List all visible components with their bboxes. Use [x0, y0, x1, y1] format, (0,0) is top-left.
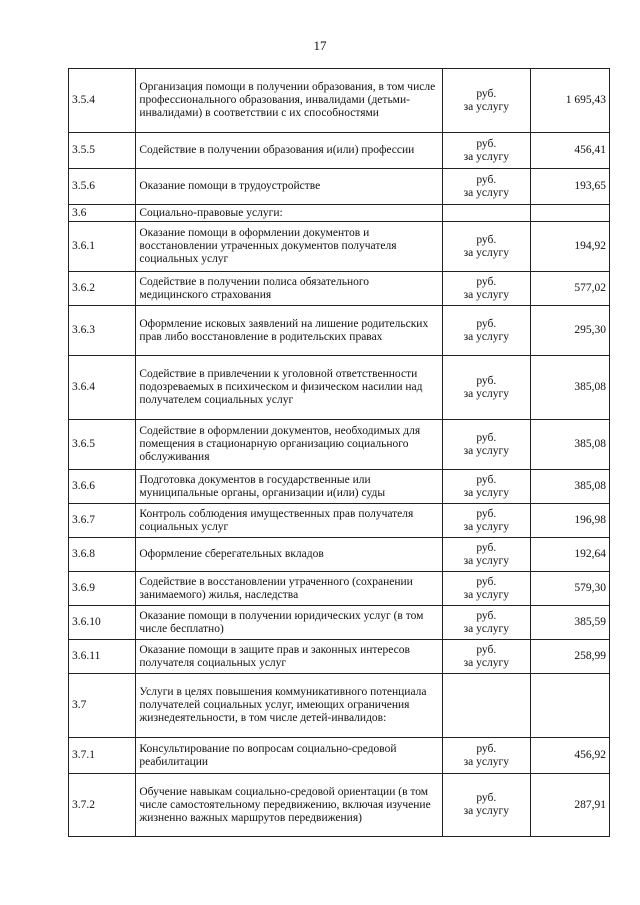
unit-line: руб.	[476, 473, 497, 486]
service-code: 3.5.6	[69, 169, 136, 205]
service-name: Оформление сберегательных вкладов	[136, 538, 443, 572]
service-name: Оказание помощи в получении юридических услуг (в том числе бесплатно)	[136, 606, 443, 640]
service-price: 192,64	[530, 538, 609, 572]
unit-line: руб.	[476, 233, 497, 246]
service-price: 577,02	[530, 272, 609, 306]
table-row	[69, 306, 610, 356]
unit-line: руб.	[476, 541, 497, 554]
table-row	[69, 572, 610, 606]
service-unit	[443, 640, 530, 674]
service-name: Организация помощи в получении образования, в том числе профессионального образования, инвалидами (детьми-инвалидами) в соответствии с их способностями	[136, 69, 443, 133]
unit-line: руб.	[476, 173, 497, 186]
service-unit	[443, 306, 530, 356]
service-code: 3.6.7	[69, 504, 136, 538]
unit-line: за услугу	[463, 150, 509, 163]
service-unit	[443, 169, 530, 205]
service-name: Консультирование по вопросам социально-средовой реабилитации	[136, 738, 443, 774]
service-price: 456,41	[530, 133, 609, 169]
service-code: 3.6.8	[69, 538, 136, 572]
service-name: Обучение навыкам социально-средовой ориентации (в том числе самостоятельному передвижению, включая изучение жизненно важных маршрутов передвижения)	[136, 774, 443, 837]
service-unit	[443, 205, 530, 222]
table-row	[69, 133, 610, 169]
section-title: Социально-правовые услуги:	[136, 205, 443, 222]
service-price: 194,92	[530, 222, 609, 272]
unit-line: за услугу	[463, 486, 509, 499]
service-unit	[443, 674, 530, 738]
service-name: Контроль соблюдения имущественных прав получателя социальных услуг	[136, 504, 443, 538]
service-name: Содействие в оформлении документов, необходимых для помещения в стационарную организацию социального обслуживания	[136, 420, 443, 470]
service-unit	[443, 69, 530, 133]
unit-line: за услугу	[463, 656, 509, 669]
unit-line: руб.	[476, 275, 497, 288]
service-code: 3.6.3	[69, 306, 136, 356]
service-unit	[443, 738, 530, 774]
unit-line: за услугу	[463, 288, 509, 301]
service-code: 3.6.2	[69, 272, 136, 306]
services-price-table	[68, 68, 610, 837]
table-row	[69, 205, 610, 222]
service-code: 3.7.1	[69, 738, 136, 774]
table-row	[69, 674, 610, 738]
unit-line: за услугу	[463, 554, 509, 567]
service-unit	[443, 222, 530, 272]
service-price: 196,98	[530, 504, 609, 538]
service-unit	[443, 272, 530, 306]
unit-line: за услугу	[463, 330, 509, 343]
page-number: 17	[313, 38, 327, 53]
service-name: Оказание помощи в трудоустройстве	[136, 169, 443, 205]
service-code: 3.5.5	[69, 133, 136, 169]
unit-line: за услугу	[463, 588, 509, 601]
service-price: 1 695,43	[530, 69, 609, 133]
unit-line: за услугу	[463, 444, 509, 457]
unit-line: руб.	[476, 374, 497, 387]
service-name: Содействие в получении полиса обязательного медицинского страхования	[136, 272, 443, 306]
service-price: 385,59	[530, 606, 609, 640]
service-code: 3.6.11	[69, 640, 136, 674]
service-price: 385,08	[530, 420, 609, 470]
unit-line: руб.	[476, 643, 497, 656]
table-row	[69, 169, 610, 205]
unit-line: за услугу	[463, 805, 509, 817]
service-unit	[443, 420, 530, 470]
unit-line: руб.	[476, 317, 497, 330]
section-title: Услуги в целях повышения коммуникативного потенциала получателей социальных услуг, имеющих ограничения жизнедеятельности, в том числе детей-инвалидов:	[136, 674, 443, 738]
unit-line: руб.	[476, 792, 497, 804]
unit-line: руб.	[476, 431, 497, 444]
section-code: 3.6	[69, 205, 136, 222]
service-code: 3.6.6	[69, 470, 136, 504]
unit-line: руб.	[476, 87, 497, 100]
service-price: 287,91	[530, 774, 609, 837]
table-row	[69, 356, 610, 420]
service-unit	[443, 774, 530, 837]
unit-line: за услугу	[463, 186, 509, 199]
table-row	[69, 504, 610, 538]
service-unit	[443, 356, 530, 420]
service-name: Оформление исковых заявлений на лишение родительских прав либо восстановление в родительских правах	[136, 306, 443, 356]
unit-line: за услугу	[463, 246, 509, 259]
service-code: 3.6.4	[69, 356, 136, 420]
unit-line: руб.	[476, 609, 497, 622]
service-name: Содействие в получении образования и(или) профессии	[136, 133, 443, 169]
service-price	[530, 674, 609, 738]
unit-line: за услугу	[463, 520, 509, 533]
service-code: 3.6.1	[69, 222, 136, 272]
service-price: 258,99	[530, 640, 609, 674]
table-row	[69, 606, 610, 640]
table-row	[69, 538, 610, 572]
service-code: 3.6.5	[69, 420, 136, 470]
table-row	[69, 420, 610, 470]
service-code: 3.7.2	[69, 774, 136, 837]
service-price	[530, 205, 609, 222]
service-name: Оказание помощи в оформлении документов и восстановлении утраченных документов получателя социальных услуг	[136, 222, 443, 272]
service-price: 385,08	[530, 356, 609, 420]
service-code: 3.6.10	[69, 606, 136, 640]
service-unit	[443, 504, 530, 538]
service-code: 3.5.4	[69, 69, 136, 133]
unit-line: руб.	[476, 507, 497, 520]
service-name: Содействие в восстановлении утраченного (сохранении занимаемого) жилья, наследства	[136, 572, 443, 606]
service-name: Оказание помощи в защите прав и законных интересов получателя социальных услуг	[136, 640, 443, 674]
table-row	[69, 774, 610, 837]
service-price: 456,92	[530, 738, 609, 774]
table-row	[69, 470, 610, 504]
service-price: 579,30	[530, 572, 609, 606]
unit-line: за услугу	[463, 622, 509, 635]
service-price: 295,30	[530, 306, 609, 356]
unit-line: руб.	[476, 575, 497, 588]
table-row	[69, 738, 610, 774]
table-row	[69, 69, 610, 133]
service-unit	[443, 606, 530, 640]
service-name: Подготовка документов в государственные или муниципальные органы, организации и(или) суды	[136, 470, 443, 504]
section-code: 3.7	[69, 674, 136, 738]
service-unit	[443, 538, 530, 572]
service-name: Содействие в привлечении к уголовной ответственности подозреваемых в психическом и физическом насилии над получателем социальных услуг	[136, 356, 443, 420]
unit-line: за услугу	[463, 755, 509, 768]
service-price: 385,08	[530, 470, 609, 504]
table-row	[69, 222, 610, 272]
service-code: 3.6.9	[69, 572, 136, 606]
service-unit	[443, 470, 530, 504]
unit-line: руб.	[476, 742, 497, 755]
service-unit	[443, 133, 530, 169]
table-row	[69, 640, 610, 674]
unit-line: за услугу	[463, 387, 509, 400]
service-price: 193,65	[530, 169, 609, 205]
unit-line: руб.	[476, 137, 497, 150]
unit-line: за услугу	[463, 100, 509, 113]
table-row	[69, 272, 610, 306]
service-unit	[443, 572, 530, 606]
